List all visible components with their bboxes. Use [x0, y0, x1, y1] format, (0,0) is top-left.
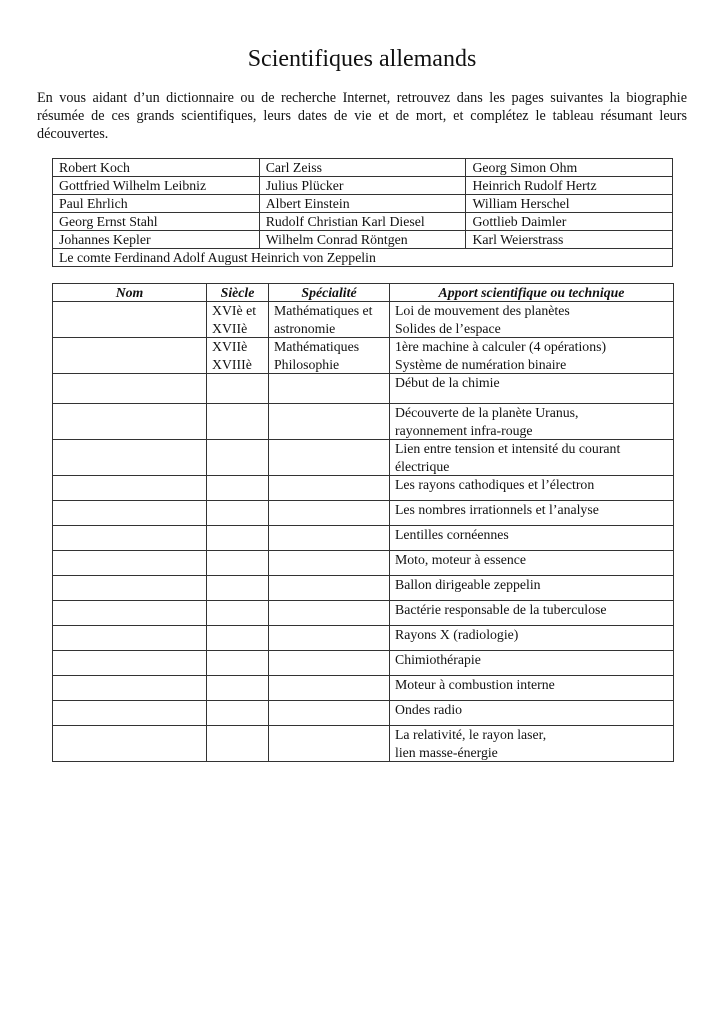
- column-header: Siècle: [207, 284, 269, 302]
- apport-cell: Rayons X (radiologie): [390, 626, 674, 651]
- scientist-name: Robert Koch: [53, 159, 260, 177]
- column-header: Nom: [53, 284, 207, 302]
- table-row: [53, 404, 674, 440]
- nom-cell[interactable]: [53, 476, 207, 501]
- apport-cell: Lentilles cornéennes: [390, 526, 674, 551]
- specialite-cell[interactable]: Mathématiques et astronomie: [269, 302, 390, 338]
- specialite-cell[interactable]: [269, 404, 390, 440]
- siecle-cell[interactable]: [207, 651, 269, 676]
- scientist-row: [53, 195, 673, 213]
- apport-cell: Découverte de la planète Uranus, rayonnement infra-rouge: [390, 404, 674, 440]
- apport-cell: Les rayons cathodiques et l’électron: [390, 476, 674, 501]
- siecle-cell[interactable]: [207, 726, 269, 762]
- table-row: [53, 476, 674, 501]
- scientist-name: Gottfried Wilhelm Leibniz: [53, 177, 260, 195]
- table-row: [53, 651, 674, 676]
- specialite-cell[interactable]: Mathématiques Philosophie: [269, 338, 390, 374]
- siecle-cell[interactable]: [207, 440, 269, 476]
- table-row: [53, 338, 674, 374]
- specialite-cell[interactable]: [269, 440, 390, 476]
- nom-cell[interactable]: [53, 551, 207, 576]
- siecle-cell[interactable]: [207, 501, 269, 526]
- siecle-cell[interactable]: [207, 526, 269, 551]
- nom-cell[interactable]: [53, 374, 207, 404]
- specialite-cell[interactable]: [269, 501, 390, 526]
- siecle-cell[interactable]: XVIè et XVIIè: [207, 302, 269, 338]
- scientist-name: Carl Zeiss: [259, 159, 466, 177]
- apport-cell: Lien entre tension et intensité du courant électrique: [390, 440, 674, 476]
- apport-cell: Début de la chimie: [390, 374, 674, 404]
- table-row: [53, 676, 674, 701]
- column-header: Apport scientifique ou technique: [390, 284, 674, 302]
- scientists-table: [52, 158, 673, 267]
- siecle-cell[interactable]: [207, 576, 269, 601]
- scientist-name: Wilhelm Conrad Röntgen: [259, 231, 466, 249]
- table-row: [53, 626, 674, 651]
- apport-cell: Moteur à combustion interne: [390, 676, 674, 701]
- table-row: [53, 302, 674, 338]
- specialite-cell[interactable]: [269, 476, 390, 501]
- nom-cell[interactable]: [53, 526, 207, 551]
- siecle-cell[interactable]: [207, 476, 269, 501]
- siecle-cell[interactable]: [207, 676, 269, 701]
- table-row: [53, 526, 674, 551]
- nom-cell[interactable]: [53, 601, 207, 626]
- table-row: [53, 601, 674, 626]
- page-title: Scientifiques allemands: [247, 46, 477, 72]
- specialite-cell[interactable]: [269, 626, 390, 651]
- specialite-cell[interactable]: [269, 651, 390, 676]
- scientist-name: Georg Simon Ohm: [466, 159, 673, 177]
- scientist-name: Albert Einstein: [259, 195, 466, 213]
- apport-cell: Moto, moteur à essence: [390, 551, 674, 576]
- apport-cell: Loi de mouvement des planètes Solides de l’espace: [390, 302, 674, 338]
- scientist-row: [53, 231, 673, 249]
- table-row: [53, 501, 674, 526]
- nom-cell[interactable]: [53, 501, 207, 526]
- scientist-row: [53, 159, 673, 177]
- apport-cell: Ballon dirigeable zeppelin: [390, 576, 674, 601]
- specialite-cell[interactable]: [269, 701, 390, 726]
- scientist-name: Gottlieb Daimler: [466, 213, 673, 231]
- specialite-cell[interactable]: [269, 576, 390, 601]
- scientist-name: Karl Weierstrass: [466, 231, 673, 249]
- scientist-name: William Herschel: [466, 195, 673, 213]
- apport-cell: Bactérie responsable de la tuberculose: [390, 601, 674, 626]
- scientist-name: Julius Plücker: [259, 177, 466, 195]
- nom-cell[interactable]: [53, 338, 207, 374]
- nom-cell[interactable]: [53, 576, 207, 601]
- scientist-name: Heinrich Rudolf Hertz: [466, 177, 673, 195]
- specialite-cell[interactable]: [269, 726, 390, 762]
- siecle-cell[interactable]: [207, 551, 269, 576]
- table-row: [53, 701, 674, 726]
- column-header: Spécialité: [269, 284, 390, 302]
- apport-cell: Chimiothérapie: [390, 651, 674, 676]
- siecle-cell[interactable]: [207, 374, 269, 404]
- scientist-row: [53, 177, 673, 195]
- nom-cell[interactable]: [53, 726, 207, 762]
- table-row: [53, 576, 674, 601]
- discoveries-table: [52, 283, 674, 762]
- nom-cell[interactable]: [53, 701, 207, 726]
- specialite-cell[interactable]: [269, 374, 390, 404]
- table-row: [53, 726, 674, 762]
- scientist-row: [53, 213, 673, 231]
- nom-cell[interactable]: [53, 651, 207, 676]
- nom-cell[interactable]: [53, 676, 207, 701]
- nom-cell[interactable]: [53, 404, 207, 440]
- scientist-name: Rudolf Christian Karl Diesel: [259, 213, 466, 231]
- scientist-name: Paul Ehrlich: [53, 195, 260, 213]
- intro-paragraph: En vous aidant d’un dictionnaire ou de recherche Internet, retrouvez dans les pages suivantes la biographie résumée de ces grands scientifiques, leurs dates de vie et de mort, et complétez le tableau résumant leurs découvertes.: [37, 90, 687, 142]
- siecle-cell[interactable]: [207, 701, 269, 726]
- apport-cell: Ondes radio: [390, 701, 674, 726]
- specialite-cell[interactable]: [269, 601, 390, 626]
- siecle-cell[interactable]: [207, 404, 269, 440]
- specialite-cell[interactable]: [269, 676, 390, 701]
- siecle-cell[interactable]: XVIIè XVIIIè: [207, 338, 269, 374]
- scientist-name: Georg Ernst Stahl: [53, 213, 260, 231]
- table-row: [53, 551, 674, 576]
- nom-cell[interactable]: [53, 302, 207, 338]
- nom-cell[interactable]: [53, 440, 207, 476]
- table-row: [53, 440, 674, 476]
- apport-cell: Les nombres irrationnels et l’analyse: [390, 501, 674, 526]
- specialite-cell[interactable]: [269, 551, 390, 576]
- siecle-cell[interactable]: [207, 626, 269, 651]
- specialite-cell[interactable]: [269, 526, 390, 551]
- scientist-name: Le comte Ferdinand Adolf August Heinrich von Zeppelin: [53, 249, 673, 267]
- apport-cell: La relativité, le rayon laser, lien masse-énergie: [390, 726, 674, 762]
- apport-cell: 1ère machine à calculer (4 opérations) Système de numération binaire: [390, 338, 674, 374]
- siecle-cell[interactable]: [207, 601, 269, 626]
- table-row: [53, 374, 674, 404]
- nom-cell[interactable]: [53, 626, 207, 651]
- scientist-row: [53, 249, 673, 267]
- scientist-name: Johannes Kepler: [53, 231, 260, 249]
